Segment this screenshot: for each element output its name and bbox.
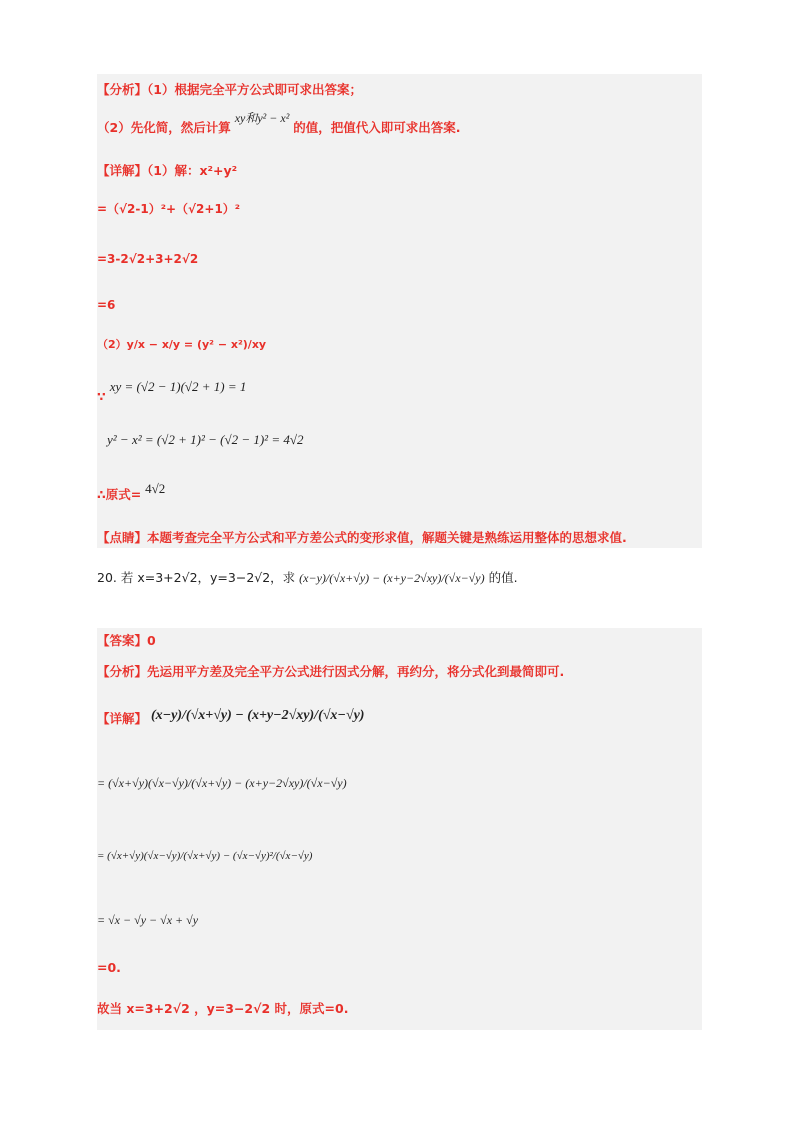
analysis-line-2 (97, 111, 461, 137)
detail-line-20 (97, 710, 364, 729)
answer-value: 0 (147, 633, 156, 648)
analysis-line-20 (97, 663, 564, 681)
question-number: 20. (97, 570, 117, 585)
answer-line (97, 632, 156, 650)
answer-tag: 【答案】 (97, 633, 148, 648)
analysis-text-20: 先运用平方差及完全平方公式进行因式分解，再约分，将分式化到最简即可. (147, 664, 565, 679)
analysis-expr: xy和y² − x² (234, 111, 290, 125)
detail-tag-20: 【详解】 (97, 711, 148, 726)
xy-line (97, 378, 247, 404)
question-text-pre: 若 x=3+2√2，y=3−2√2，求 (120, 570, 296, 585)
step-c: =6 (97, 298, 116, 312)
therefore-line (97, 481, 166, 504)
solution-panel-19 (97, 74, 702, 548)
question-20 (97, 568, 518, 586)
part-2-line: （2）y/x − x/y = (y² − x²)/xy (97, 338, 267, 351)
detail-text-1: （1）解：x²+y² (147, 163, 238, 178)
detail-expression: (x−y)/(√x+√y) − (x+y−2√xy)/(√x−√y) (151, 708, 365, 723)
step-1: = (√x+√y)(√x−√y)/(√x+√y) − (x+y−2√xy)/(√x−√y) (97, 776, 347, 790)
diff-equation: y² − x² = (√2 + 1)² − (√2 − 1)² = 4√2 (107, 432, 304, 447)
because-symbol: ∵ (97, 389, 106, 404)
analysis-line (97, 81, 362, 99)
question-expression: (x−y)/(√x+√y) − (x+y−2√xy)/(√x−√y) (299, 571, 485, 585)
solution-panel-20 (97, 628, 702, 1030)
therefore-value: 4√2 (145, 481, 166, 496)
analysis-text-1: （1）根据完全平方公式即可求出答案； (147, 82, 362, 97)
comment-text: 本题考查完全平方公式和平方差公式的变形求值，解题关键是熟练运用整体的思想求值. (147, 530, 627, 545)
analysis-tag: 【分析】 (97, 82, 148, 97)
step-2: = (√x+√y)(√x−√y)/(√x+√y) − (√x−√y)²/(√x−√y) (97, 850, 313, 862)
step-3: = √x − √y − √x + √y (97, 913, 199, 927)
detail-tag: 【详解】 (97, 163, 148, 178)
therefore-text: ∴原式= (97, 487, 142, 502)
comment-line (97, 529, 627, 547)
question-text-post: 的值. (488, 570, 518, 585)
analysis-text-2-post: 的值，把值代入即可求出答案. (293, 120, 461, 135)
step-4: =0. (97, 960, 121, 975)
conclusion: 故当 x=3+2√2 ，y=3−2√2 时，原式=0. (97, 1001, 349, 1016)
step-b: =3-2√2+3+2√2 (97, 252, 199, 266)
analysis-text-2-pre: （2）先化简，然后计算 (97, 120, 231, 135)
analysis-tag-20: 【分析】 (97, 664, 148, 679)
detail-line (97, 162, 237, 180)
xy-equation: xy = (√2 − 1)(√2 + 1) = 1 (109, 379, 247, 394)
step-a: =（√2-1）²+（√2+1）² (97, 202, 241, 216)
comment-tag: 【点睛】 (97, 530, 148, 545)
